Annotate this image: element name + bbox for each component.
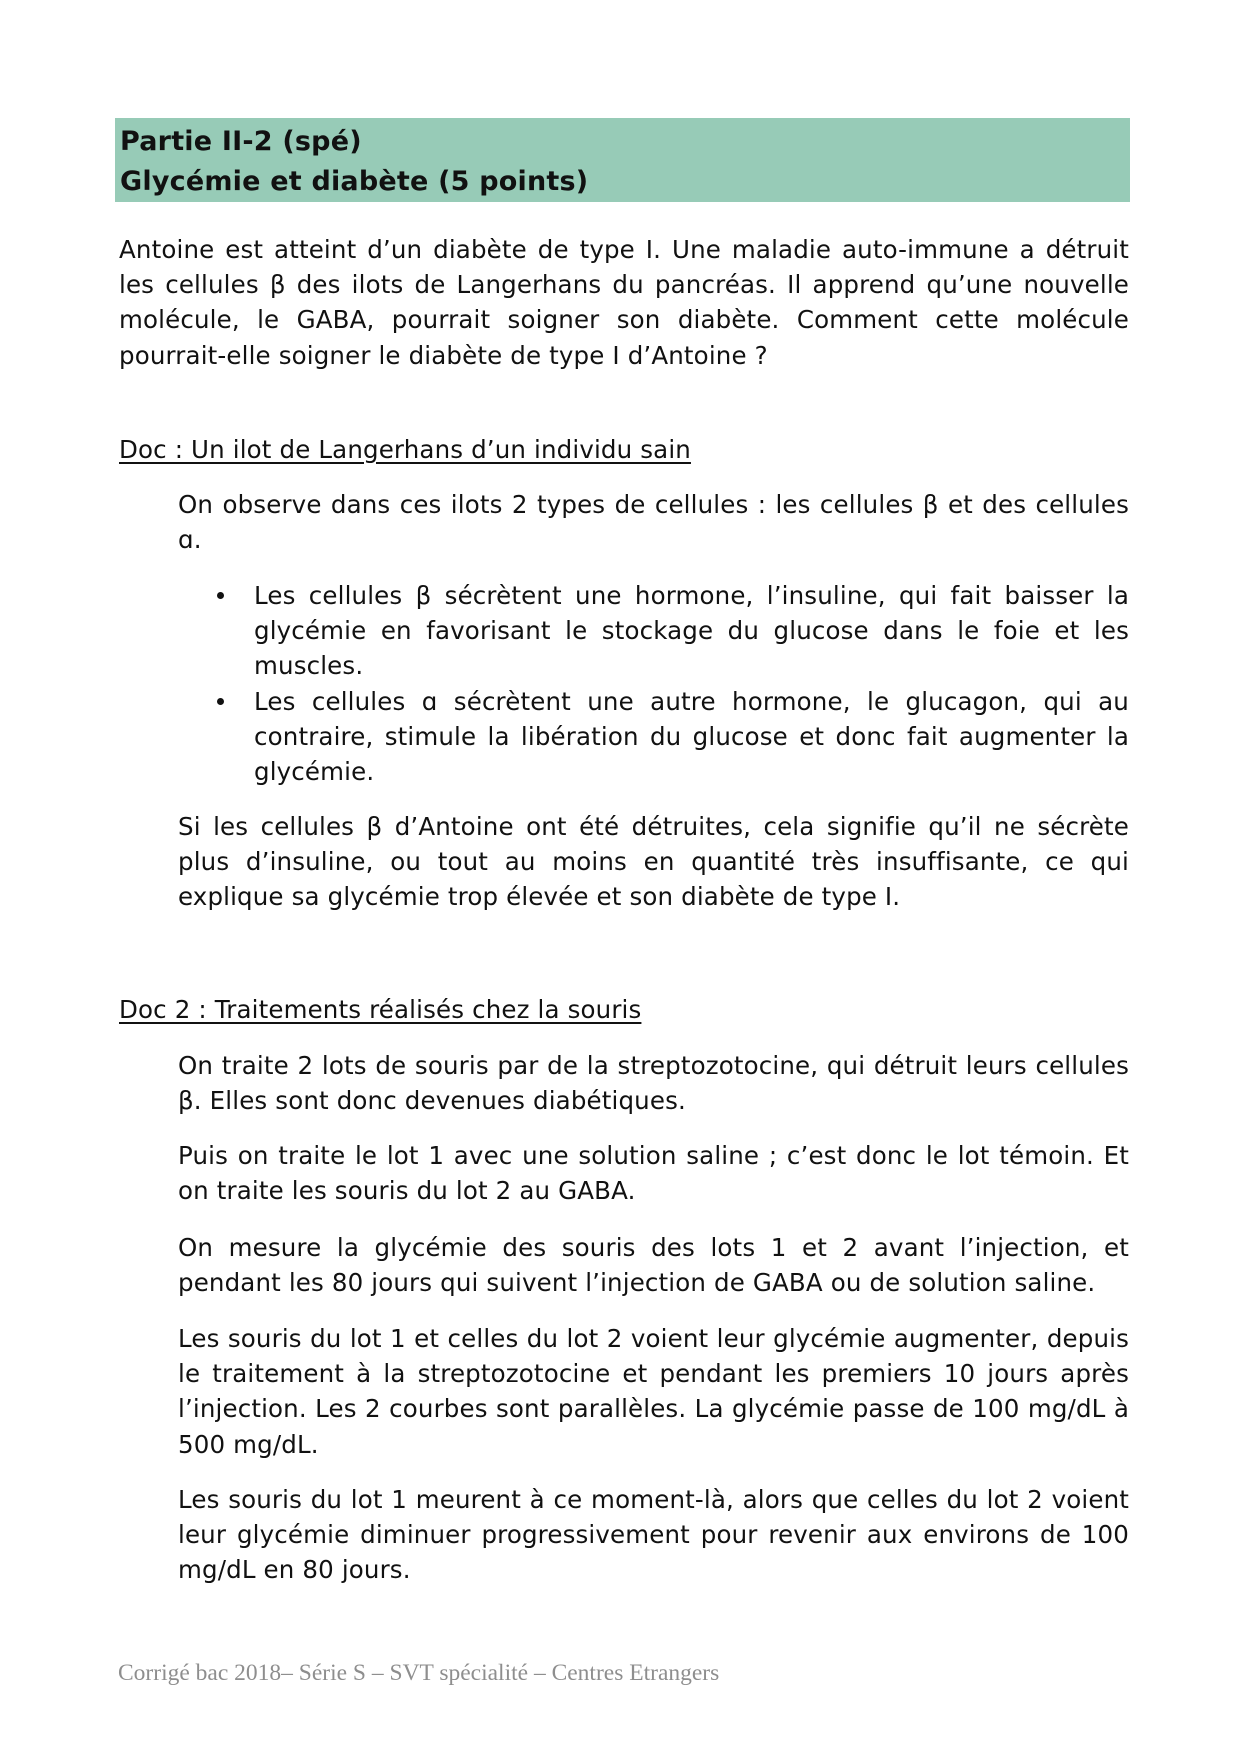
bullet-text: Les cellules β sécrètent une hormone, l’insuline, qui fait baisser la glycémie en favorisant le stockage du glucose dans le foie et les muscles. (254, 581, 1129, 681)
doc2-heading: Doc 2 : Traitements réalisés chez la souris (119, 995, 642, 1024)
bullet-beta-cells (207, 578, 1129, 684)
bullet-icon (217, 698, 224, 705)
doc1-paragraph-2: Si les cellules β d’Antoine ont été détruites, cela signifie qu’il ne sécrète plus d’insuline, ou tout au moins en quantité très insuffisante, ce qui explique sa glycémie trop élevée et son diabète de type I. (178, 812, 1129, 912)
doc2-paragraph-3: On mesure la glycémie des souris des lots 1 et 2 avant l’injection, et pendant les 80 jours qui suivent l’injection de GABA ou de solution saline. (178, 1233, 1129, 1298)
doc2-paragraph-4: Les souris du lot 1 et celles du lot 2 voient leur glycémie augmenter, depuis le traitement à la streptozotocine et pendant les premiers 10 jours après l’injection. Les 2 courbes sont parallèles. La glycémie passe de 100 mg/dL à 500 mg/dL. (178, 1324, 1129, 1459)
page-footer: Corrigé bac 2018– Série S – SVT spécialité – Centres Etrangers (118, 1660, 720, 1686)
doc1-bullet-list (207, 578, 1129, 789)
intro-paragraph: Antoine est atteint d’un diabète de type I. Une maladie auto-immune a détruit les cellules β des ilots de Langerhans du pancréas. Il apprend qu’une nouvelle molécule, le GABA, pourrait soigner son diabète. Comment cette molécule pourrait-elle soigner le diabète de type I d’Antoine ? (119, 235, 1129, 370)
bullet-alpha-cells (207, 684, 1129, 790)
doc2-paragraph-2: Puis on traite le lot 1 avec une solution saline ; c’est donc le lot témoin. Et on traite les souris du lot 2 au GABA. (178, 1141, 1129, 1206)
title-banner (115, 118, 1130, 202)
part-title: Partie II-2 (spé) (120, 126, 362, 157)
doc2-paragraph-1: On traite 2 lots de souris par de la streptozotocine, qui détruit leurs cellules β. Elles sont donc devenues diabétiques. (178, 1051, 1129, 1116)
doc2-paragraph-5: Les souris du lot 1 meurent à ce moment-là, alors que celles du lot 2 voient leur glycémie diminuer progressivement pour revenir aux environs de 100 mg/dL en 80 jours. (178, 1485, 1129, 1585)
bullet-text: Les cellules ɑ sécrètent une autre hormone, le glucagon, qui au contraire, stimule la libération du glucose et donc fait augmenter la glycémie. (254, 686, 1129, 787)
bullet-icon (217, 592, 224, 599)
exercise-title: Glycémie et diabète (5 points) (120, 166, 589, 197)
doc1-heading: Doc : Un ilot de Langerhans d’un individu sain (119, 435, 691, 464)
doc1-paragraph-1: On observe dans ces ilots 2 types de cellules : les cellules β et des cellules ɑ. (178, 490, 1129, 555)
